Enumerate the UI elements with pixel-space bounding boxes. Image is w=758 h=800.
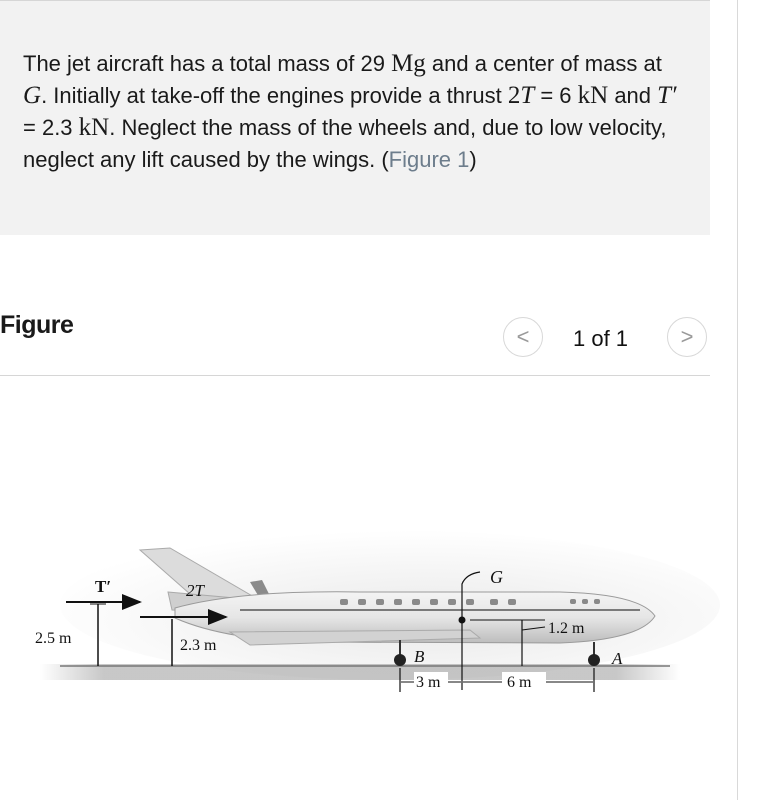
figure-divider	[0, 375, 710, 376]
force-unit-2: kN	[78, 114, 110, 141]
label-dim-1-2: 1.2 m	[548, 620, 585, 637]
right-divider	[737, 0, 738, 800]
figure-heading: Figure	[0, 311, 74, 339]
figure-link[interactable]: Figure 1	[388, 147, 470, 172]
mass-unit: Mg	[391, 50, 426, 77]
label-a: A	[612, 649, 623, 668]
chevron-left-icon: <	[516, 324, 530, 349]
problem-text-6: )	[469, 147, 477, 172]
label-b: B	[414, 647, 425, 666]
label-t-prime: T′	[95, 577, 112, 596]
figure-pager	[503, 317, 708, 359]
figure-page-count: 1 of 1	[573, 326, 629, 351]
problem-text-5: . Neglect the mass of the wheels and, due to low velocity, neglect any lift caused by the wings. (	[23, 115, 667, 172]
label-2t: 2T	[186, 581, 204, 600]
aircraft-diagram	[0, 520, 720, 720]
problem-text	[23, 48, 683, 176]
label-g: G	[490, 567, 503, 587]
label-dim-2-3: 2.3 m	[180, 637, 217, 654]
main-gear-wheel	[394, 654, 406, 666]
nose-gear-wheel	[588, 654, 600, 666]
force-unit-1: kN	[577, 82, 609, 109]
previous-figure-button[interactable]	[503, 317, 543, 357]
problem-text-2: and a center of mass at	[425, 51, 662, 76]
problem-text-1: The jet aircraft has a total mass of 29	[23, 51, 392, 76]
label-dim-2-5: 2.5 m	[35, 630, 72, 647]
thrust-coefficient: 2	[507, 82, 521, 109]
problem-text-4: and	[608, 83, 658, 108]
thrust-prime-equals: = 2.3	[23, 115, 79, 140]
aircraft-figure	[0, 520, 720, 720]
chevron-right-icon: >	[680, 324, 694, 349]
label-dim-6: 6 m	[507, 674, 532, 691]
problem-statement-box	[0, 1, 710, 235]
thrust-symbol: T	[520, 82, 535, 109]
thrust-prime-symbol: T′	[657, 82, 677, 109]
next-figure-button[interactable]	[667, 317, 707, 357]
thrust-equals: = 6	[534, 83, 578, 108]
label-dim-3: 3 m	[416, 674, 441, 691]
problem-text-3: . Initially at take-off the engines provide a thrust	[41, 83, 508, 108]
center-symbol: G	[23, 82, 42, 109]
